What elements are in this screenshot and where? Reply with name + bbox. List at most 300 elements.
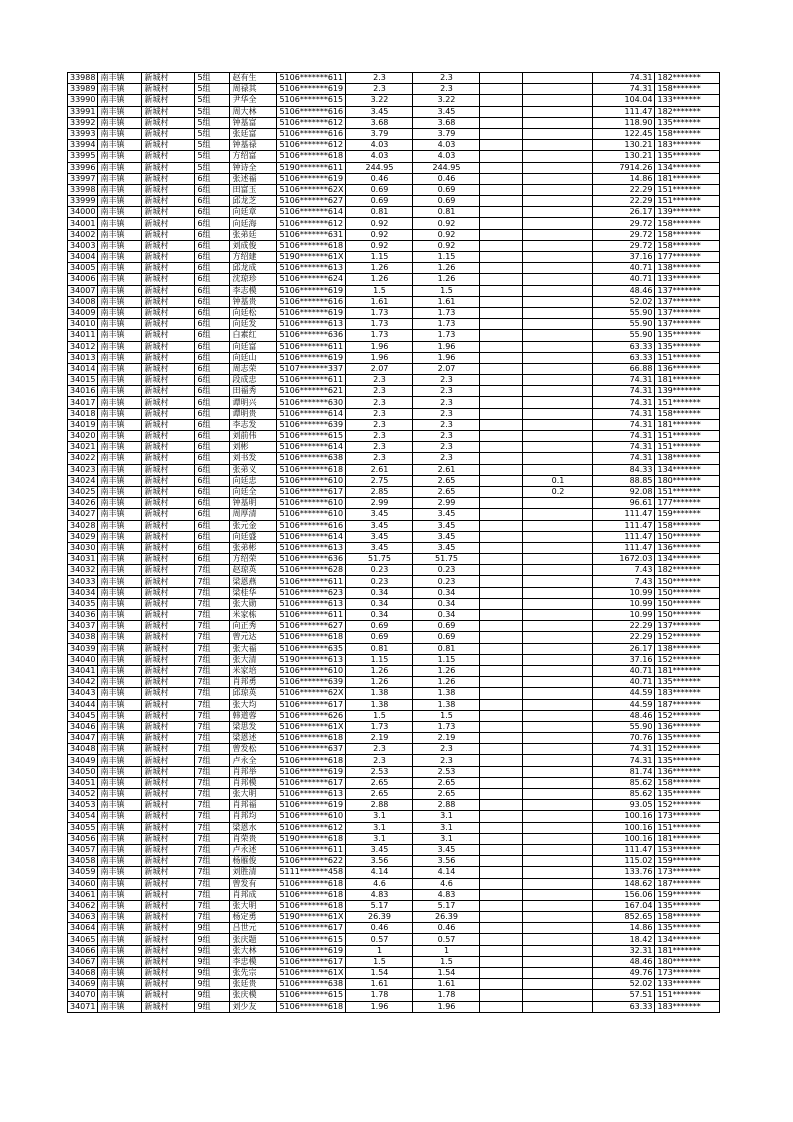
cell-amount: 29.72 <box>593 218 655 229</box>
cell-village: 新城村 <box>142 330 195 341</box>
cell-area-b: 2.3 <box>413 744 480 755</box>
cell-phone: 181******* <box>655 945 720 956</box>
cell-name: 方绍建 <box>230 252 277 263</box>
cell-town: 南丰镇 <box>98 956 142 967</box>
cell-id-no: 5106*******614 <box>277 531 346 542</box>
table-row <box>68 274 720 285</box>
cell-town: 南丰镇 <box>98 688 142 699</box>
cell-name: 向廷海 <box>230 218 277 229</box>
table-row <box>68 632 720 643</box>
cell-name: 方绍荣 <box>230 554 277 565</box>
cell-id-no: 5106*******617 <box>277 699 346 710</box>
cell-group: 7组 <box>195 844 230 855</box>
cell-area-b: 1.96 <box>413 341 480 352</box>
cell-id: 34066 <box>68 945 98 956</box>
cell-area-c <box>523 699 593 710</box>
table-row <box>68 598 720 609</box>
cell-phone: 138******* <box>655 263 720 274</box>
cell-blank <box>480 218 523 229</box>
cell-amount: 40.71 <box>593 274 655 285</box>
cell-id-no: 5106*******636 <box>277 330 346 341</box>
cell-phone: 151******* <box>655 397 720 408</box>
cell-village: 新城村 <box>142 73 195 84</box>
cell-id: 34000 <box>68 207 98 218</box>
cell-group: 9组 <box>195 990 230 1001</box>
cell-amount: 111.47 <box>593 542 655 553</box>
cell-area-c <box>523 151 593 162</box>
cell-area-b: 0.69 <box>413 184 480 195</box>
cell-area-b: 1.26 <box>413 665 480 676</box>
cell-area-a: 1.96 <box>346 1001 413 1012</box>
cell-area-a: 1.61 <box>346 296 413 307</box>
cell-amount: 10.99 <box>593 587 655 598</box>
cell-area-c <box>523 654 593 665</box>
cell-amount: 92.08 <box>593 486 655 497</box>
cell-area-a: 2.65 <box>346 777 413 788</box>
cell-id: 34020 <box>68 431 98 442</box>
cell-blank <box>480 464 523 475</box>
cell-area-a: 2.75 <box>346 475 413 486</box>
cell-amount: 52.02 <box>593 296 655 307</box>
cell-town: 南丰镇 <box>98 408 142 419</box>
cell-area-b: 0.23 <box>413 565 480 576</box>
cell-name: 向廷章 <box>230 207 277 218</box>
cell-phone: 150******* <box>655 576 720 587</box>
cell-village: 新城村 <box>142 453 195 464</box>
cell-area-b: 4.83 <box>413 889 480 900</box>
table-row <box>68 464 720 475</box>
cell-name: 张述福 <box>230 173 277 184</box>
cell-town: 南丰镇 <box>98 665 142 676</box>
cell-name: 张廷富 <box>230 128 277 139</box>
cell-name: 张大福 <box>230 643 277 654</box>
cell-id-no: 5106*******616 <box>277 128 346 139</box>
cell-village: 新城村 <box>142 710 195 721</box>
cell-area-a: 2.3 <box>346 419 413 430</box>
cell-phone: 181******* <box>655 665 720 676</box>
cell-area-c <box>523 867 593 878</box>
cell-id-no: 5106*******611 <box>277 341 346 352</box>
cell-id-no: 5106*******613 <box>277 542 346 553</box>
cell-amount: 22.29 <box>593 621 655 632</box>
table-row <box>68 789 720 800</box>
cell-area-b: 1.61 <box>413 296 480 307</box>
cell-amount: 74.31 <box>593 84 655 95</box>
cell-village: 新城村 <box>142 442 195 453</box>
cell-village: 新城村 <box>142 923 195 934</box>
cell-village: 新城村 <box>142 979 195 990</box>
cell-id: 34027 <box>68 509 98 520</box>
cell-town: 南丰镇 <box>98 397 142 408</box>
cell-id-no: 5190*******61X <box>277 252 346 263</box>
cell-group: 9组 <box>195 979 230 990</box>
cell-blank <box>480 744 523 755</box>
table-row <box>68 128 720 139</box>
cell-area-c <box>523 565 593 576</box>
cell-name: 曾发松 <box>230 744 277 755</box>
cell-blank <box>480 856 523 867</box>
table-row <box>68 688 720 699</box>
cell-phone: 134******* <box>655 554 720 565</box>
cell-id: 34008 <box>68 296 98 307</box>
cell-area-b: 0.81 <box>413 207 480 218</box>
cell-blank <box>480 285 523 296</box>
data-table <box>67 72 720 1013</box>
cell-blank <box>480 117 523 128</box>
cell-blank <box>480 833 523 844</box>
cell-group: 5组 <box>195 84 230 95</box>
cell-village: 新城村 <box>142 475 195 486</box>
table-row <box>68 509 720 520</box>
cell-group: 9组 <box>195 968 230 979</box>
cell-id: 34037 <box>68 621 98 632</box>
cell-town: 南丰镇 <box>98 464 142 475</box>
cell-blank <box>480 867 523 878</box>
cell-id-no: 5106*******612 <box>277 117 346 128</box>
cell-amount: 84.33 <box>593 464 655 475</box>
cell-phone: 158******* <box>655 520 720 531</box>
cell-amount: 1672.03 <box>593 554 655 565</box>
cell-group: 7组 <box>195 699 230 710</box>
cell-blank <box>480 1001 523 1012</box>
cell-village: 新城村 <box>142 173 195 184</box>
cell-group: 5组 <box>195 117 230 128</box>
cell-group: 6组 <box>195 498 230 509</box>
cell-area-a: 1.26 <box>346 274 413 285</box>
cell-area-c <box>523 117 593 128</box>
cell-group: 7组 <box>195 565 230 576</box>
cell-town: 南丰镇 <box>98 151 142 162</box>
cell-blank <box>480 95 523 106</box>
cell-id: 34031 <box>68 554 98 565</box>
cell-area-c <box>523 464 593 475</box>
cell-blank <box>480 665 523 676</box>
cell-id-no: 5106*******613 <box>277 598 346 609</box>
table-row <box>68 240 720 251</box>
cell-area-c <box>523 274 593 285</box>
cell-phone: 137******* <box>655 285 720 296</box>
cell-area-b: 2.3 <box>413 431 480 442</box>
cell-name: 张弟义 <box>230 464 277 475</box>
cell-id: 34025 <box>68 486 98 497</box>
cell-group: 6组 <box>195 218 230 229</box>
cell-amount: 52.02 <box>593 979 655 990</box>
cell-id-no: 5106*******611 <box>277 375 346 386</box>
cell-group: 7组 <box>195 610 230 621</box>
cell-blank <box>480 800 523 811</box>
cell-id-no: 5106*******621 <box>277 386 346 397</box>
cell-id: 34035 <box>68 598 98 609</box>
cell-name: 周禄其 <box>230 84 277 95</box>
cell-area-b: 2.53 <box>413 766 480 777</box>
cell-area-a: 1.73 <box>346 330 413 341</box>
cell-name: 肖邦均 <box>230 811 277 822</box>
cell-name: 张廷贵 <box>230 979 277 990</box>
cell-area-b: 2.65 <box>413 777 480 788</box>
cell-id-no: 5106*******613 <box>277 319 346 330</box>
cell-area-a: 0.81 <box>346 643 413 654</box>
cell-name: 肖荣贵 <box>230 833 277 844</box>
cell-amount: 29.72 <box>593 240 655 251</box>
cell-id: 33998 <box>68 184 98 195</box>
cell-area-c: 0.1 <box>523 475 593 486</box>
cell-phone: 134******* <box>655 162 720 173</box>
cell-amount: 133.76 <box>593 867 655 878</box>
cell-id-no: 5106*******631 <box>277 229 346 240</box>
cell-amount: 10.99 <box>593 598 655 609</box>
cell-area-c <box>523 688 593 699</box>
cell-area-c <box>523 95 593 106</box>
cell-village: 新城村 <box>142 151 195 162</box>
cell-group: 7组 <box>195 755 230 766</box>
cell-phone: 183******* <box>655 688 720 699</box>
cell-group: 6组 <box>195 531 230 542</box>
cell-village: 新城村 <box>142 307 195 318</box>
cell-blank <box>480 475 523 486</box>
cell-id-no: 5106*******610 <box>277 665 346 676</box>
cell-group: 7组 <box>195 632 230 643</box>
cell-id: 34057 <box>68 844 98 855</box>
cell-town: 南丰镇 <box>98 755 142 766</box>
cell-name: 杨雁俊 <box>230 856 277 867</box>
cell-phone: 180******* <box>655 956 720 967</box>
cell-id-no: 5106*******637 <box>277 744 346 755</box>
table-row <box>68 912 720 923</box>
cell-blank <box>480 531 523 542</box>
cell-group: 6组 <box>195 486 230 497</box>
cell-id: 34002 <box>68 229 98 240</box>
cell-village: 新城村 <box>142 598 195 609</box>
table-row <box>68 654 720 665</box>
cell-blank <box>480 263 523 274</box>
cell-name: 李志模 <box>230 285 277 296</box>
cell-area-c <box>523 408 593 419</box>
cell-blank <box>480 878 523 889</box>
cell-area-b: 1.73 <box>413 330 480 341</box>
cell-area-c <box>523 207 593 218</box>
cell-amount: 104.04 <box>593 95 655 106</box>
cell-amount: 22.29 <box>593 196 655 207</box>
cell-id-no: 5190*******613 <box>277 654 346 665</box>
cell-id: 34034 <box>68 587 98 598</box>
cell-town: 南丰镇 <box>98 878 142 889</box>
cell-phone: 183******* <box>655 1001 720 1012</box>
cell-id-no: 5106*******612 <box>277 140 346 151</box>
cell-village: 新城村 <box>142 912 195 923</box>
cell-area-a: 2.3 <box>346 386 413 397</box>
table-row <box>68 755 720 766</box>
cell-blank <box>480 554 523 565</box>
cell-amount: 55.90 <box>593 307 655 318</box>
cell-area-a: 3.45 <box>346 509 413 520</box>
cell-blank <box>480 162 523 173</box>
cell-name: 张大均 <box>230 699 277 710</box>
cell-amount: 111.47 <box>593 531 655 542</box>
cell-id-no: 5106*******618 <box>277 878 346 889</box>
cell-area-a: 0.69 <box>346 196 413 207</box>
cell-group: 6组 <box>195 207 230 218</box>
cell-amount: 74.31 <box>593 386 655 397</box>
cell-area-b: 3.1 <box>413 833 480 844</box>
cell-group: 7组 <box>195 665 230 676</box>
cell-area-b: 0.81 <box>413 643 480 654</box>
cell-phone: 180******* <box>655 475 720 486</box>
cell-name: 梁思发 <box>230 721 277 732</box>
table-row <box>68 968 720 979</box>
cell-name: 刘成俊 <box>230 240 277 251</box>
cell-name: 梁恩水 <box>230 822 277 833</box>
cell-area-a: 0.34 <box>346 598 413 609</box>
cell-name: 谭明兴 <box>230 397 277 408</box>
cell-id-no: 5106*******619 <box>277 945 346 956</box>
cell-phone: 177******* <box>655 252 720 263</box>
cell-area-b: 1.61 <box>413 979 480 990</box>
cell-area-b: 2.3 <box>413 73 480 84</box>
cell-name: 尹华全 <box>230 95 277 106</box>
cell-area-b: 1.5 <box>413 710 480 721</box>
cell-phone: 151******* <box>655 431 720 442</box>
cell-area-b: 51.75 <box>413 554 480 565</box>
cell-id: 34045 <box>68 710 98 721</box>
cell-id-no: 5111*******458 <box>277 867 346 878</box>
cell-phone: 181******* <box>655 173 720 184</box>
cell-amount: 100.16 <box>593 811 655 822</box>
cell-village: 新城村 <box>142 956 195 967</box>
cell-id: 34055 <box>68 822 98 833</box>
cell-blank <box>480 699 523 710</box>
table-body <box>68 73 720 1013</box>
cell-amount: 852.65 <box>593 912 655 923</box>
cell-area-c: 0.2 <box>523 486 593 497</box>
cell-group: 7组 <box>195 800 230 811</box>
cell-amount: 148.62 <box>593 878 655 889</box>
cell-id-no: 5190*******61X <box>277 912 346 923</box>
cell-id-no: 5106*******619 <box>277 173 346 184</box>
table-row <box>68 621 720 632</box>
cell-group: 6组 <box>195 240 230 251</box>
table-row <box>68 296 720 307</box>
cell-group: 7组 <box>195 766 230 777</box>
cell-village: 新城村 <box>142 833 195 844</box>
cell-area-b: 2.3 <box>413 453 480 464</box>
cell-area-a: 1.38 <box>346 699 413 710</box>
cell-amount: 55.90 <box>593 319 655 330</box>
cell-area-c <box>523 856 593 867</box>
cell-blank <box>480 397 523 408</box>
cell-area-b: 2.3 <box>413 386 480 397</box>
cell-amount: 55.90 <box>593 330 655 341</box>
cell-area-b: 2.99 <box>413 498 480 509</box>
cell-village: 新城村 <box>142 610 195 621</box>
cell-name: 张大明 <box>230 900 277 911</box>
cell-village: 新城村 <box>142 789 195 800</box>
cell-blank <box>480 889 523 900</box>
cell-area-b: 1.96 <box>413 1001 480 1012</box>
table-row <box>68 330 720 341</box>
cell-id: 34048 <box>68 744 98 755</box>
cell-area-b: 1.38 <box>413 699 480 710</box>
cell-id-no: 5106*******623 <box>277 587 346 598</box>
cell-village: 新城村 <box>142 397 195 408</box>
cell-area-c <box>523 900 593 911</box>
cell-village: 新城村 <box>142 699 195 710</box>
cell-village: 新城村 <box>142 341 195 352</box>
cell-area-c <box>523 923 593 934</box>
cell-phone: 152******* <box>655 800 720 811</box>
cell-id-no: 5106*******611 <box>277 610 346 621</box>
cell-area-a: 0.69 <box>346 632 413 643</box>
cell-group: 5组 <box>195 95 230 106</box>
cell-area-a: 2.65 <box>346 789 413 800</box>
cell-blank <box>480 408 523 419</box>
cell-id-no: 5106*******619 <box>277 800 346 811</box>
cell-phone: 181******* <box>655 419 720 430</box>
cell-village: 新城村 <box>142 811 195 822</box>
cell-blank <box>480 777 523 788</box>
cell-town: 南丰镇 <box>98 733 142 744</box>
cell-id: 34001 <box>68 218 98 229</box>
cell-area-a: 4.6 <box>346 878 413 889</box>
cell-id: 33991 <box>68 106 98 117</box>
cell-village: 新城村 <box>142 431 195 442</box>
cell-id-no: 5106*******622 <box>277 856 346 867</box>
cell-phone: 134******* <box>655 464 720 475</box>
cell-area-b: 2.61 <box>413 464 480 475</box>
cell-name: 米家栋 <box>230 610 277 621</box>
cell-area-a: 0.34 <box>346 587 413 598</box>
cell-area-a: 1.5 <box>346 710 413 721</box>
cell-area-c <box>523 945 593 956</box>
cell-phone: 183******* <box>655 140 720 151</box>
cell-group: 6组 <box>195 173 230 184</box>
cell-id: 34018 <box>68 408 98 419</box>
cell-blank <box>480 990 523 1001</box>
cell-area-c <box>523 878 593 889</box>
cell-id: 33996 <box>68 162 98 173</box>
cell-area-b: 1.54 <box>413 968 480 979</box>
cell-name: 刘前伟 <box>230 431 277 442</box>
cell-area-c <box>523 598 593 609</box>
cell-name: 肖邦福 <box>230 800 277 811</box>
cell-village: 新城村 <box>142 621 195 632</box>
cell-group: 6组 <box>195 319 230 330</box>
cell-area-c <box>523 912 593 923</box>
cell-group: 7组 <box>195 878 230 889</box>
cell-town: 南丰镇 <box>98 844 142 855</box>
cell-amount: 40.71 <box>593 665 655 676</box>
cell-area-b: 4.6 <box>413 878 480 889</box>
cell-name: 肖邦模 <box>230 777 277 788</box>
table-row <box>68 252 720 263</box>
cell-id-no: 5106*******618 <box>277 151 346 162</box>
table-row <box>68 386 720 397</box>
cell-area-a: 4.83 <box>346 889 413 900</box>
cell-id: 34052 <box>68 789 98 800</box>
cell-blank <box>480 934 523 945</box>
cell-village: 新城村 <box>142 822 195 833</box>
cell-group: 7组 <box>195 587 230 598</box>
cell-town: 南丰镇 <box>98 968 142 979</box>
cell-id: 34005 <box>68 263 98 274</box>
cell-group: 6组 <box>195 307 230 318</box>
cell-name: 张大林 <box>230 945 277 956</box>
cell-group: 5组 <box>195 140 230 151</box>
cell-village: 新城村 <box>142 1001 195 1012</box>
cell-blank <box>480 520 523 531</box>
table-row <box>68 73 720 84</box>
cell-phone: 138******* <box>655 643 720 654</box>
cell-group: 6组 <box>195 263 230 274</box>
